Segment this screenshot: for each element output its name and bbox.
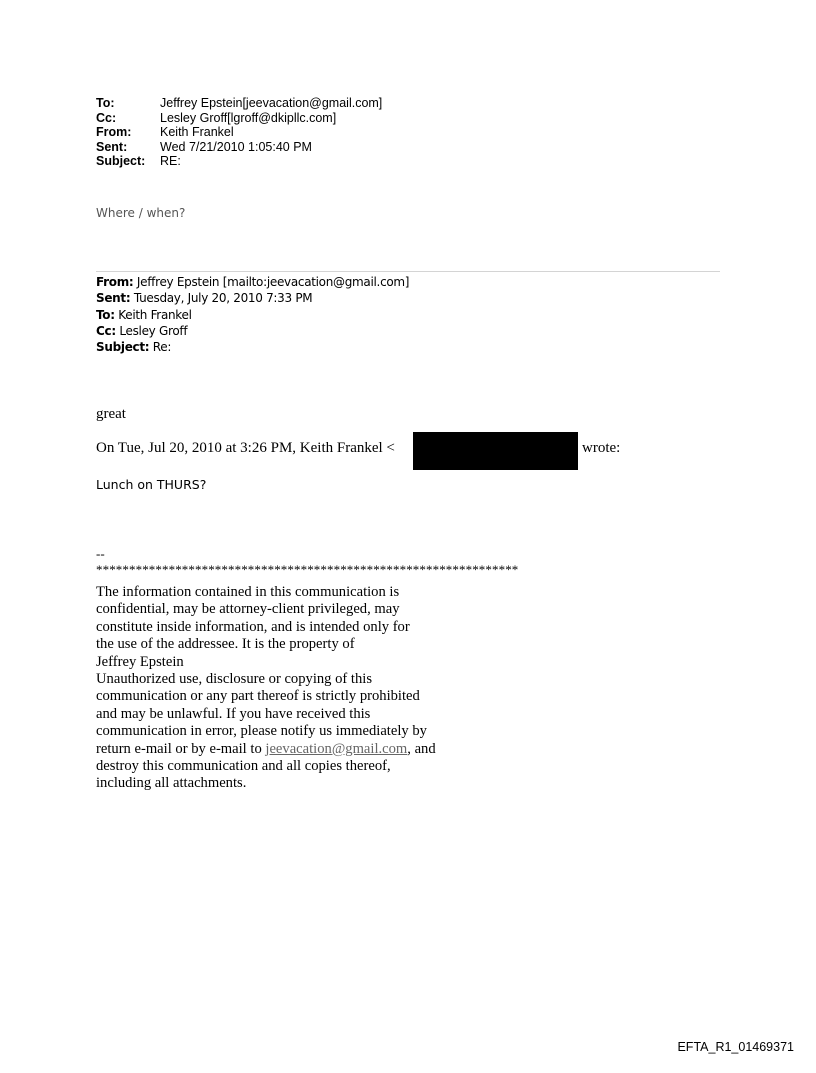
fwd-to-row [96,307,409,323]
disclaimer-line: confidential, may be attorney-client privileged, may [96,601,400,618]
fwd-from-value: Jeffrey Epstein [mailto:jeevacation@gmail.com] [133,275,410,289]
fwd-cc-row [96,323,409,339]
redaction-box [413,432,578,470]
from-label: From: [96,125,132,140]
fwd-sent-row [96,290,409,306]
disclaimer-line: communication in error, please notify us immediately by [96,723,427,740]
header-sent-row [96,140,382,155]
document-id-footer: EFTA_R1_01469371 [677,1040,794,1054]
reply-text: Where / when? [96,206,186,220]
divider [96,271,720,272]
fwd-from-label: From: [96,275,134,289]
signature-separator: -- [96,546,105,561]
cc-label: Cc: [96,110,117,125]
email-link[interactable]: jeevacation@gmail.com [265,740,408,757]
disclaimer-line: and may be unlawful. If you have received this [96,705,371,722]
header-from-row [96,125,382,140]
lunch-text: Lunch on THURS? [96,477,207,492]
asterisk-line: **************************************************************** [96,562,519,577]
fwd-sent-value: Tuesday, July 20, 2010 7:33 PM [130,291,313,306]
fwd-sent-label: Sent: [96,291,131,306]
header-cc-row [96,111,382,126]
disclaimer-line: constitute inside information, and is intended only for [96,618,410,635]
fwd-subject-value: Re: [149,340,172,355]
disclaimer-line: destroy this communication and all copies thereof, [96,758,391,775]
fwd-to-value: Keith Frankel [114,307,192,322]
disclaimer-text: return e-mail or by e-mail to [96,740,266,757]
disclaimer-line: communication or any part thereof is strictly prohibited [96,688,420,705]
header-subject-row [96,154,382,169]
header-to-row [96,96,382,111]
fwd-cc-value: Lesley Groff [115,323,188,338]
sent-label: Sent: [96,139,128,154]
from-value: Keith Frankel [160,125,234,140]
fwd-to-label: To: [96,307,115,322]
email-header [96,96,382,169]
disclaimer-line: Jeffrey Epstein [96,653,184,670]
on-date-line: On Tue, Jul 20, 2010 at 3:26 PM, Keith Frankel < [96,440,395,456]
disclaimer-line: The information contained in this communication is [96,584,400,600]
disclaimer-line-email [96,741,436,758]
wrote-text: wrote: [582,440,621,456]
disclaimer-line: including all attachments. [96,775,247,792]
sent-value: Wed 7/21/2010 1:05:40 PM [160,139,312,154]
great-text: great [96,406,126,422]
disclaimer [96,584,436,793]
disclaimer-line: Unauthorized use, disclosure or copying of this [96,671,373,688]
disclaimer-line: the use of the addressee. It is the property of [96,636,355,653]
subject-value: RE: [160,154,181,169]
disclaimer-text: , and [407,740,436,757]
cc-value: Lesley Groff[lgroff@dkipllc.com] [160,110,337,125]
to-value: Jeffrey Epstein[jeevacation@gmail.com] [160,96,383,110]
fwd-cc-label: Cc: [96,323,116,338]
fwd-subject-label: Subject: [96,340,150,355]
subject-label: Subject: [96,154,146,169]
to-label: To: [96,96,115,110]
fwd-subject-row [96,339,409,355]
fwd-from-row [96,274,409,290]
forwarded-header [96,274,409,355]
